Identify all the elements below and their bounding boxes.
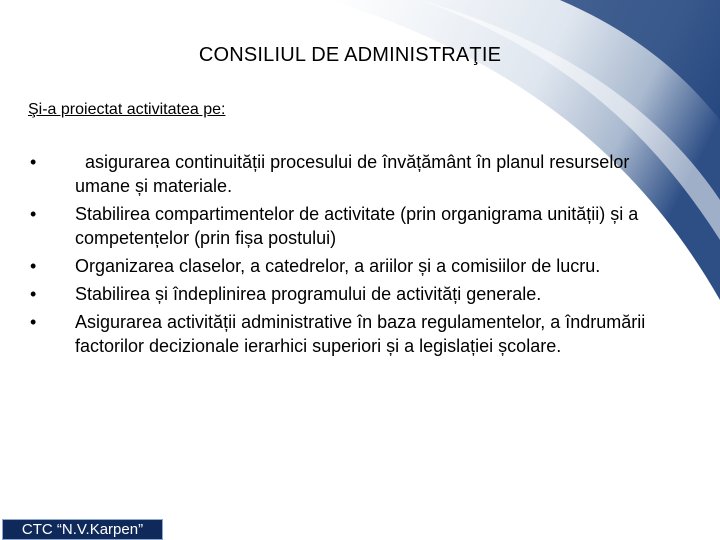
list-item-text: Stabilirea și îndeplinirea programului de activități generale. (75, 284, 542, 304)
list-item-text: Asigurarea activității administrative în baza regulamentelor, a îndrumării factorilor decizionale ierarhici superiori și a legislației școlare. (75, 312, 646, 356)
list-item (30, 150, 680, 198)
slide-subtitle: Şi-a proiectat activitatea pe: (28, 101, 226, 118)
list-item-text: asigurarea continuității procesului de învățământ în planul resurselor umane și materiale. (75, 152, 635, 196)
bullet-icon: • (30, 204, 37, 224)
bullet-icon: • (30, 284, 37, 304)
footer-label: CTC “N.V.Karpen” (2, 519, 163, 540)
bullet-list (30, 150, 680, 362)
bullet-icon: • (30, 312, 37, 332)
bullet-icon: • (30, 152, 37, 172)
slide-title: CONSILIUL DE ADMINISTRAŢIE (198, 44, 502, 66)
list-item-text: Stabilirea compartimentelor de activitate (prin organigrama unității) și a competențelor (prin fișa postului) (75, 204, 639, 248)
list-item (30, 254, 680, 278)
list-item (30, 310, 680, 358)
list-item-text: Organizarea claselor, a catedrelor, a ariilor și a comisiilor de lucru. (75, 256, 601, 276)
list-item (30, 282, 680, 306)
list-item (30, 202, 680, 250)
bullet-icon: • (30, 256, 37, 276)
